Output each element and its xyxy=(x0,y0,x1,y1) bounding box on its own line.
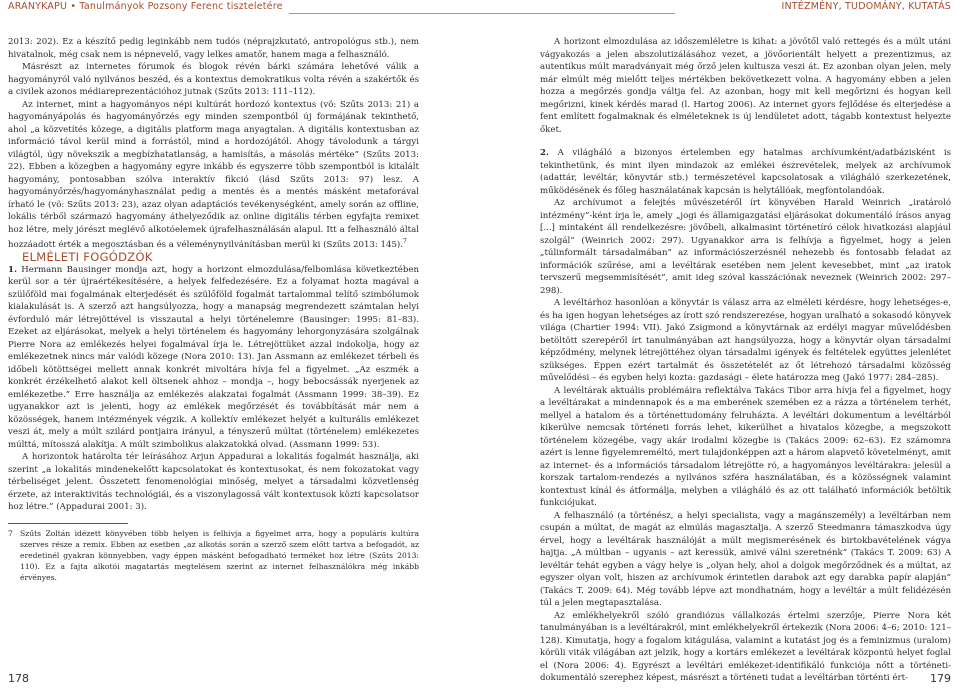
section-title: ELMÉLETI FOGÓDZÓK xyxy=(22,250,153,265)
paragraph: A horizontok határolta tér leírásához Arjun Appadurai a lokalitás fogalmát használja, aki szerint „a lokalitás mindenekelőtt kapcsolatokat és kontextusokat, és nem fokozatokat vagy térbeliséget jelent. Összetett fenomenológiai minőség, melyet a társadalmi közvetlenség érzete, az interaktivitás technológiái, és a viszonylagossá vált kontextusok közti kapcsolatsor hoz létre.” (Appadurai 2001: 3). xyxy=(8,452,419,513)
paragraph: Másrészt az internetes fórumok és blogok révén bárki számára lehetővé válik a hagyományról való nyilvános beszéd, és a kontextus demokratikus volta révén a szakértők és a civilek azonos médiareprezentációhoz jutnak (Szűts 2013: 111–112). xyxy=(8,62,419,97)
item-number: 2. xyxy=(540,148,549,158)
paragraph: A levéltárhoz hasonlóan a könyvtár is válasz arra az elméleti kérdésre, hogy lehetséges-e, és ha igen hogyan lehetséges az írott szó rendszerezése, hogyan uralható a sokasodó könyvek világa (Chartier 1994: VII). Jakó Zsigmond a könyvtárnak az erdélyi magyar művelődésben betöltött szerepéről írt tanulmányában azt hangsúlyozza, hogy a könyvtár olyan társadalmi képződmény, melynek létrejöttéhez olyan társadalmi igények és feltételek együttes jelenlétet szükséges. Éppen ezért tartalmát és összetételét az őt létrehozó társadalmi közösség művelődési – és egyben helyi kozta: gazdasági – élete határozza meg (Jakó 1977: 284–285). xyxy=(540,298,951,383)
paragraph xyxy=(8,264,419,452)
paragraph-text: A világháló a bizonyos értelemben egy hatalmas archívumként/adatbázisként is tekinthetünk, és mint ilyen mindazok az emlékei észrevételek, melyek az archívumok (adattár, levéltár, könyvtár stb.) természetével kapcsolatosak a világháló szerkezetének, működésének és főleg használatának kapcsán is helytállóak, megfontolandóak. xyxy=(540,148,951,196)
item-number: 1. xyxy=(8,264,17,275)
paragraph: A levéltárak aktuális problémáira reflektálva Takács Tibor arra hívja fel a figyelmet, hogy a levéltárakat a mindennapok és a ma emberének szemében ez a rázza a történelem terhét, mellyel a hatalom és a történettudomány felruházta. A levéltári dokumentum a levéltárból kikerülve nemcsak történeti forrás lehet, kikerülhet a hivatalos közegbe, a megszokott történelem közegébe, vagy akár irodalmi közegbe is (Takács 2009: 62–63). Ez számomra azért is lenne figyelemreméltó, mert tulajdonképpen azt a három alapvető követelményt, amit az internet- és a információs társadalom létrejötte ró, a hagyományos levéltárakra: jelesül a korszak tartalom-rendezés a nyilvános szféra használatában, és a közösségnek valamint kontextust kínál és átformálja, melyben a világháló és az ott található információk betöltik funkciójukat. xyxy=(540,385,951,508)
paragraph xyxy=(540,147,951,197)
left-column xyxy=(8,36,419,583)
paragraph-text: Hermann Bausinger mondja azt, hogy a horizont elmozdulása/felbomlása következtében kerül sor a tér újraértékesítésére, a helyek felfedezésére. Ez a folyamat hozta magával a szülőföld mai fogalmának elterjedését és szülőföld fogalmát tartalommal telítő szimbólumok kialakulását is. A szerző azt hangsúlyozza, hogy a manapság megrendezett számtalan helyi évforduló már létrejöttével is visszautal a helyi történelemre (Bausinger: 1995: 81–83). Ezeket az eljárásokat, melyek a helyi történelem és hagyomány lehorgonyzására szolgálnak Pierre Nora az emlékezés helyei fogalmával írja le. Létrejöttüket azzal indokolja, hogy az emlékezetnek nincs már valódi közege (Nora 2010: 13). Jan Assmann az emlékezet térbeli és időbeli kötöttségei mellett annak konkrét mivoltára hívja fel a figyelmet. „Az eszmék a konkrét érzékelhető alakot kell öltsenek ahhoz – mondja –, hogy bebocsássák nyerjenek az emlékezetbe.” Erre használja az emlékezés alakzatai fogalmát (Assmann 1999: 38–39). Ez ugyanakkor azt is jelenti, hogy az emlékek megőrzését és továbbítását már nem a közösségek, hanem intézmények végzik. A kollektív emlékezet helyét a kulturális emlékezet veszi át, mely a múlt szilárd pontjaira irányul, a tényszerű múltat (történelem) emlékezetes múlttá, mítosszá alakítja. A múlt szimbolikus alakzatokká olvad. (Assmann 1999: 53). xyxy=(8,264,419,450)
page-number-right: 179 xyxy=(930,672,951,685)
footnote-number: 7 xyxy=(8,528,13,538)
header-right-title: INTÉZMÉNY, TUDOMÁNY, KUTATÁS xyxy=(781,1,951,12)
running-header xyxy=(0,0,959,14)
paragraph: Az archívumot a felejtés művészetéről írt könyvében Harald Weinrich „iratároló intézmény”-ként írja le, amely „jogi és államigazgatási eljárásokat dokumentáló írásos anyag [...] mintaként áll rendelkezésre: jövőbeli, alkalmasint történetíró célok hivatkozási alapjául szolgál” (Weinrich 2002: 297). Ugyanakkor arra is felhívja a figyelmet, hogy a jelen „túlinformált társadalmában” az információszerzésnél nehezebb és fontosabb feladat az információk szűrése, ami a levéltárak esetében nem jelent kevesebbet, mint „az iratok tervszerű megsemmisítését”, amit ideg szóval kasszációnak neveznek (Weinrich 2002: 297–298). xyxy=(540,198,951,296)
footnote-ref: 7 xyxy=(403,238,407,245)
header-left-title: ARANYKAPU • Tanulmányok Pozsony Ferenc tiszteletére xyxy=(8,1,283,12)
header-rule xyxy=(289,13,675,14)
paragraph: A horizont elmozdulása az időszemléletre is kihat: a jövőtől való rettegés és a múlt utáni vágyakozás a jelen abszolutizálásához vezet, a jövőorientált helyett a prezentizmus, az autentikus múlt maradványait még őrző jelen kultusza veszi át. Ez azonban olyan jelen, mely már elmúlt még mielőtt teljes mértékben bekövetkezett volna. A hagyomány ebben a jelen hozza a megőrzés gondja váltja fel. Az azonban, hogy mit kell megőrizni és hogyan kell megőrizni, kinek kérdés marad (l. Hartog 2006). Az internet gyors fejlődése és elterjedése a fent említett fogalmaknak és elméleteknek is új lendületet adott, tágabb kontextust helyezte őket. xyxy=(540,37,951,135)
footnote-text: Szűts Zoltán idézett könyvében több helyen is felhívja a figyelmet arra, hogy a populáris kultúra szerves része a remix. Ebben az esetben „az alkotás során a szerző szem előtt tartva a befogadót, az eredetinél gyakran könnyebben, vagy éppen másként befogadható terméket hoz létre (Szűts 2013: 110). Ez a fajta alkotói magatartás megtelésem szerint az internet felhasználókra még inkább érvényes. xyxy=(20,528,419,582)
paragraph-text: Az internet, mint a hagyományos népi kultúrát hordozó kontextus (vö: Szűts 2013: 21) a hagyományápolás és hagyományőrzés egy minden szempontból új formájának tekinthető, ahol „a közvetítés közege, a digitális platform maga anyagtalan. A digitális kontextusban az információ távol kerül mind a forrástól, mind a hordozójától. Ahogy távolodunk a tárgyi világtól, úgy növekszik a megbízhatatlanság, a hamisítás, a másolás mértéke” (Szűts 2013: 22). Ebben a közegben a hagyomány egyre inkább és egyszerre több szempontból is kitalált hagyomány, pontosabban szólva interaktív fikció (lásd Szűts 2013: 97) lesz. A hagyományőrzés/hagyományhasználat pedig a mentés és a mentés másként metaforával írható le (vö: Szűts 2013: 23), azaz olyan adaptációs tevékenységként, amely során az offline, lokális térből származó hagyomány áthelyeződik az online digitális térben egyfajta remixet hoz létre, mely jórészt meglévő alkotóelemek újrafelhasználásán alapul. Itt a felhasználó által hozzáadott érték a megosztásban és a véleménynyilvánításban merül ki (Szűts 2013: 145). xyxy=(8,99,419,250)
right-column xyxy=(540,36,951,685)
paragraph: 2013: 202). Ez a készítő pedig leginkább nem tudós (néprajzkutató, antropológus stb.), nem hivatalnok, még csak nem is népnevelő, vagy lelkes amatőr, hanem maga a felhasználó. xyxy=(8,37,419,60)
paragraph: A felhasználó (a történész, a helyi specialista, vagy a magánszemély) a levéltárban nem csupán a múltat, de magát az elmúlás magasztalja. A szerző Steedmanra támaszkodva úgy érvel, hogy a levéltárak használóját a múlt megismerésének és birtokbavételének vágya hajtja. „A múltban – ugyanis – azt keressük, amivé válni szeretnénk” (Takács T. 2009: 63) A levéltár tehát egyben a vágy helye is „olyan hely, ahol a dolgok megőrződnek és a múltat, az egyszer olyan volt, hiszen az archívumok érintetlen darabok azt egy darabka papír alapján” (Takács T. 2009: 64). Még tovább lépve azt mondhatnám, hogy a levéltár a múlt felidézésén túl a jelen megtapasztalása. xyxy=(540,510,951,608)
paragraph xyxy=(8,99,419,252)
footnote xyxy=(8,528,419,583)
page-number-left: 178 xyxy=(8,672,29,685)
paragraph: Az emlékhelyekről szóló grandiózus vállalkozás értelmi szerzője, Pierre Nora két tanulmányában is a levéltárakról, mint emlékhelyekről értekezik (Nora 2006: 4–6; 2010: 121–128). Kimutatja, hogy a fogalom kitágulása, valamint a kutatást jog és a feminizmus (uralom) körüli viták világában azt jelzik, hogy a kortárs emlékezet a levéltárak központú helyet foglal el (Nora 2006: 4). Egyrészt a levéltári emlékezet-identifikáló funkciója nőtt a történeti-dokumentáló szerephez képest, másrészt a történeti tudat a levéltárban történti ért- xyxy=(540,610,951,683)
footnote-divider xyxy=(8,523,128,524)
